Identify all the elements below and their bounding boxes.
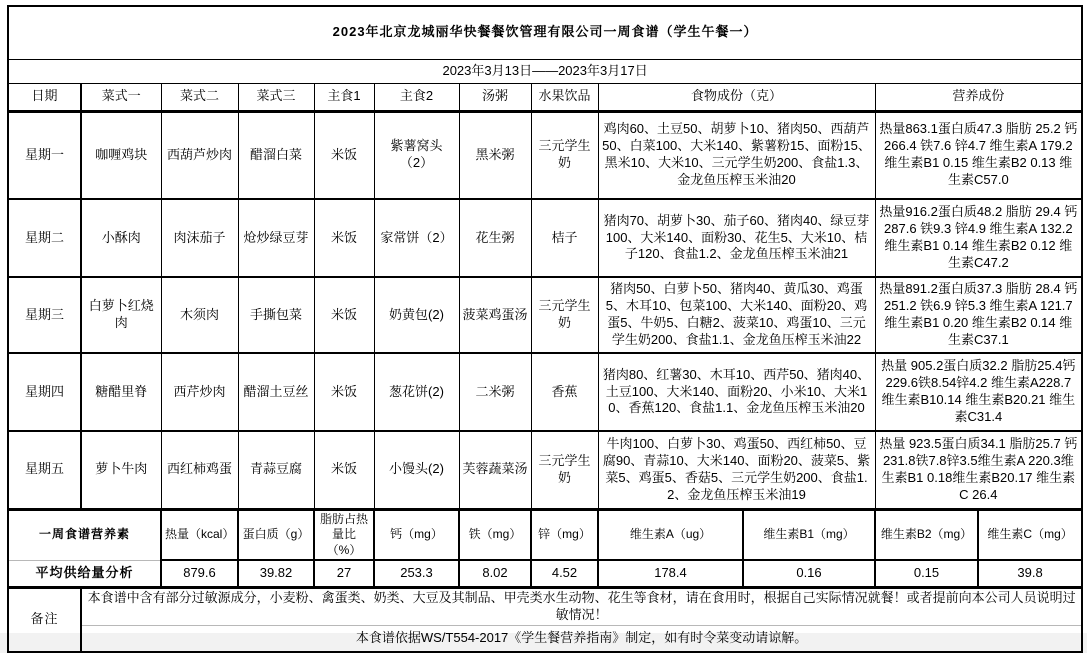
summary-value-vitamin-b1: 0.16: [743, 560, 875, 587]
summary-label-line2: 平均供给量分析: [8, 560, 161, 587]
fruit-drink-cell: 香蕉: [531, 353, 598, 431]
food-composition-cell: 猪肉70、胡萝卜30、茄子60、猪肉40、绿豆芽100、大米140、面粉30、花生5、大米10、桔子120、食盐1.2、金龙鱼压榨玉米油21: [598, 199, 875, 277]
dish2-cell: 木须肉: [161, 277, 238, 353]
staple2-cell: 家常饼（2）: [374, 199, 459, 277]
soup-cell: 花生粥: [459, 199, 531, 277]
summary-value-energy: 879.6: [161, 560, 238, 587]
day-cell: 星期一: [8, 111, 81, 199]
food-composition-cell: 猪肉80、红薯30、木耳10、西芹50、猪肉40、土豆100、大米140、面粉20、小米10、大米10、香蕉120、食盐1.1、金龙鱼压榨玉米油20: [598, 353, 875, 431]
fruit-drink-cell: 三元学生奶: [531, 277, 598, 353]
summary-value-iron: 8.02: [459, 560, 531, 587]
soup-cell: 黑米粥: [459, 111, 531, 199]
summary-value-protein: 39.82: [238, 560, 314, 587]
summary-col-calcium: 钙（mg）: [374, 509, 459, 560]
summary-col-vitamin-c: 维生素C（mg）: [978, 509, 1082, 560]
table-row-tuesday: [8, 199, 1082, 277]
table-row-friday: [8, 431, 1082, 509]
soup-cell: 芙蓉蔬菜汤: [459, 431, 531, 509]
col-header-food-composition: 食物成份（克）: [598, 83, 875, 111]
food-composition-cell: 鸡肉60、土豆50、胡萝卜10、猪肉50、西葫芦50、白菜100、大米140、紫薯粉15、面粉15、黑米10、大米10、三元学生奶200、食盐1.3、金龙鱼压榨玉米油20: [598, 111, 875, 199]
table-row-thursday: [8, 353, 1082, 431]
date-range: 2023年3月13日——2023年3月17日: [8, 59, 1082, 83]
nutrition-cell: 热量891.2蛋白质37.3 脂肪 28.4 钙251.2 铁6.9 锌5.3 维生素A 121.7 维生素B1 0.20 维生素B2 0.14 维生素C37.1: [875, 277, 1082, 353]
notes-row-2: [8, 625, 1082, 652]
staple1-cell: 米饭: [314, 199, 374, 277]
summary-value-zinc: 4.52: [531, 560, 598, 587]
staple1-cell: 米饭: [314, 111, 374, 199]
summary-value-vitamin-a: 178.4: [598, 560, 743, 587]
staple2-cell: 小馒头(2): [374, 431, 459, 509]
dish1-cell: 小酥肉: [81, 199, 161, 277]
dish2-cell: 西芹炒肉: [161, 353, 238, 431]
summary-value-fat-ratio: 27: [314, 560, 374, 587]
summary-value-vitamin-b2: 0.15: [875, 560, 978, 587]
summary-label-line1: 一周食谱营养素: [8, 509, 161, 560]
summary-value-vitamin-c: 39.8: [978, 560, 1082, 587]
staple2-cell: 紫薯窝头（2）: [374, 111, 459, 199]
fruit-drink-cell: 三元学生奶: [531, 111, 598, 199]
notes-row-1: [8, 587, 1082, 625]
note-allergen: 本食谱中含有部分过敏源成分，小麦粉、禽蛋类、奶类、大豆及其制品、甲壳类水生动物、花生等食材，请在食用时，根据自己实际情况就餐！或者提前向本公司人员说明过敏情况！: [81, 587, 1082, 625]
day-cell: 星期四: [8, 353, 81, 431]
dish2-cell: 西红柿鸡蛋: [161, 431, 238, 509]
col-header-dish2: 菜式二: [161, 83, 238, 111]
day-cell: 星期五: [8, 431, 81, 509]
day-cell: 星期二: [8, 199, 81, 277]
dish3-cell: 手撕包菜: [238, 277, 314, 353]
summary-col-vitamin-a: 维生素A（ug）: [598, 509, 743, 560]
col-header-dish1: 菜式一: [81, 83, 161, 111]
summary-header-row: [8, 509, 1082, 560]
dish3-cell: 炝炒绿豆芽: [238, 199, 314, 277]
fruit-drink-cell: 桔子: [531, 199, 598, 277]
dish3-cell: 醋溜白菜: [238, 111, 314, 199]
nutrition-cell: 热量916.2蛋白质48.2 脂肪 29.4 钙287.6 铁9.3 锌4.9 维生素A 132.2 维生素B1 0.14 维生素B2 0.12 维生素C47.2: [875, 199, 1082, 277]
col-header-staple2: 主食2: [374, 83, 459, 111]
nutrition-cell: 热量 923.5蛋白质34.1 脂肪25.7 钙231.8铁7.8锌3.5维生素A 220.3维生素B1 0.18维生素B20.17 维生素C 26.4: [875, 431, 1082, 509]
table-row-wednesday: [8, 277, 1082, 353]
summary-col-protein: 蛋白质（g）: [238, 509, 314, 560]
dish3-cell: 醋溜土豆丝: [238, 353, 314, 431]
summary-col-iron: 铁（mg）: [459, 509, 531, 560]
soup-cell: 菠菜鸡蛋汤: [459, 277, 531, 353]
food-composition-cell: 猪肉50、白萝卜50、猪肉40、黄瓜30、鸡蛋5、木耳10、包菜100、大米140、面粉20、鸡蛋5、牛奶5、白糖2、菠菜10、鸡蛋10、三元学生奶200、食盐1.1、金龙鱼压榨玉米油22: [598, 277, 875, 353]
col-header-dish3: 菜式三: [238, 83, 314, 111]
dish3-cell: 青蒜豆腐: [238, 431, 314, 509]
nutrition-cell: 热量 905.2蛋白质32.2 脂肪25.4钙229.6铁8.54锌4.2 维生素A228.7 维生素B10.14 维生素B20.21 维生素C31.4: [875, 353, 1082, 431]
soup-cell: 二米粥: [459, 353, 531, 431]
dish1-cell: 咖喱鸡块: [81, 111, 161, 199]
menu-table: [7, 5, 1083, 653]
staple1-cell: 米饭: [314, 353, 374, 431]
col-header-staple1: 主食1: [314, 83, 374, 111]
dish2-cell: 肉沫茄子: [161, 199, 238, 277]
page-title: 2023年北京龙城丽华快餐餐饮管理有限公司一周食谱（学生午餐一）: [8, 6, 1082, 59]
food-composition-cell: 牛肉100、白萝卜30、鸡蛋50、西红柿50、豆腐90、青蒜10、大米140、面粉20、菠菜5、紫菜5、鸡蛋5、香菇5、三元学生奶200、食盐1.2、金龙鱼压榨玉米油19: [598, 431, 875, 509]
fruit-drink-cell: 三元学生奶: [531, 431, 598, 509]
summary-col-energy: 热量（kcal）: [161, 509, 238, 560]
col-header-soup: 汤粥: [459, 83, 531, 111]
dish1-cell: 萝卜牛肉: [81, 431, 161, 509]
staple2-cell: 葱花饼(2): [374, 353, 459, 431]
summary-values-row: [8, 560, 1082, 587]
summary-col-vitamin-b2: 维生素B2（mg）: [875, 509, 978, 560]
staple2-cell: 奶黄包(2): [374, 277, 459, 353]
staple1-cell: 米饭: [314, 277, 374, 353]
day-cell: 星期三: [8, 277, 81, 353]
summary-col-zinc: 锌（mg）: [531, 509, 598, 560]
staple1-cell: 米饭: [314, 431, 374, 509]
dish1-cell: 糖醋里脊: [81, 353, 161, 431]
col-header-day: 日期: [8, 83, 81, 111]
col-header-fruit-drink: 水果饮品: [531, 83, 598, 111]
summary-col-fat-ratio: 脂肪占热量比（%）: [314, 509, 374, 560]
note-standard: 本食谱依据WS/T554-2017《学生餐营养指南》制定，如有时令菜变动请谅解。: [81, 625, 1082, 652]
col-header-nutrition: 营养成份: [875, 83, 1082, 111]
nutrition-cell: 热量863.1蛋白质47.3 脂肪 25.2 钙266.4 铁7.6 锌4.7 维生素A 179.2 维生素B1 0.15 维生素B2 0.13 维生素C57.0: [875, 111, 1082, 199]
dish2-cell: 西葫芦炒肉: [161, 111, 238, 199]
table-row-monday: [8, 111, 1082, 199]
dish1-cell: 白萝卜红烧肉: [81, 277, 161, 353]
summary-value-calcium: 253.3: [374, 560, 459, 587]
summary-col-vitamin-b1: 维生素B1（mg）: [743, 509, 875, 560]
notes-label: 备注: [8, 587, 81, 652]
